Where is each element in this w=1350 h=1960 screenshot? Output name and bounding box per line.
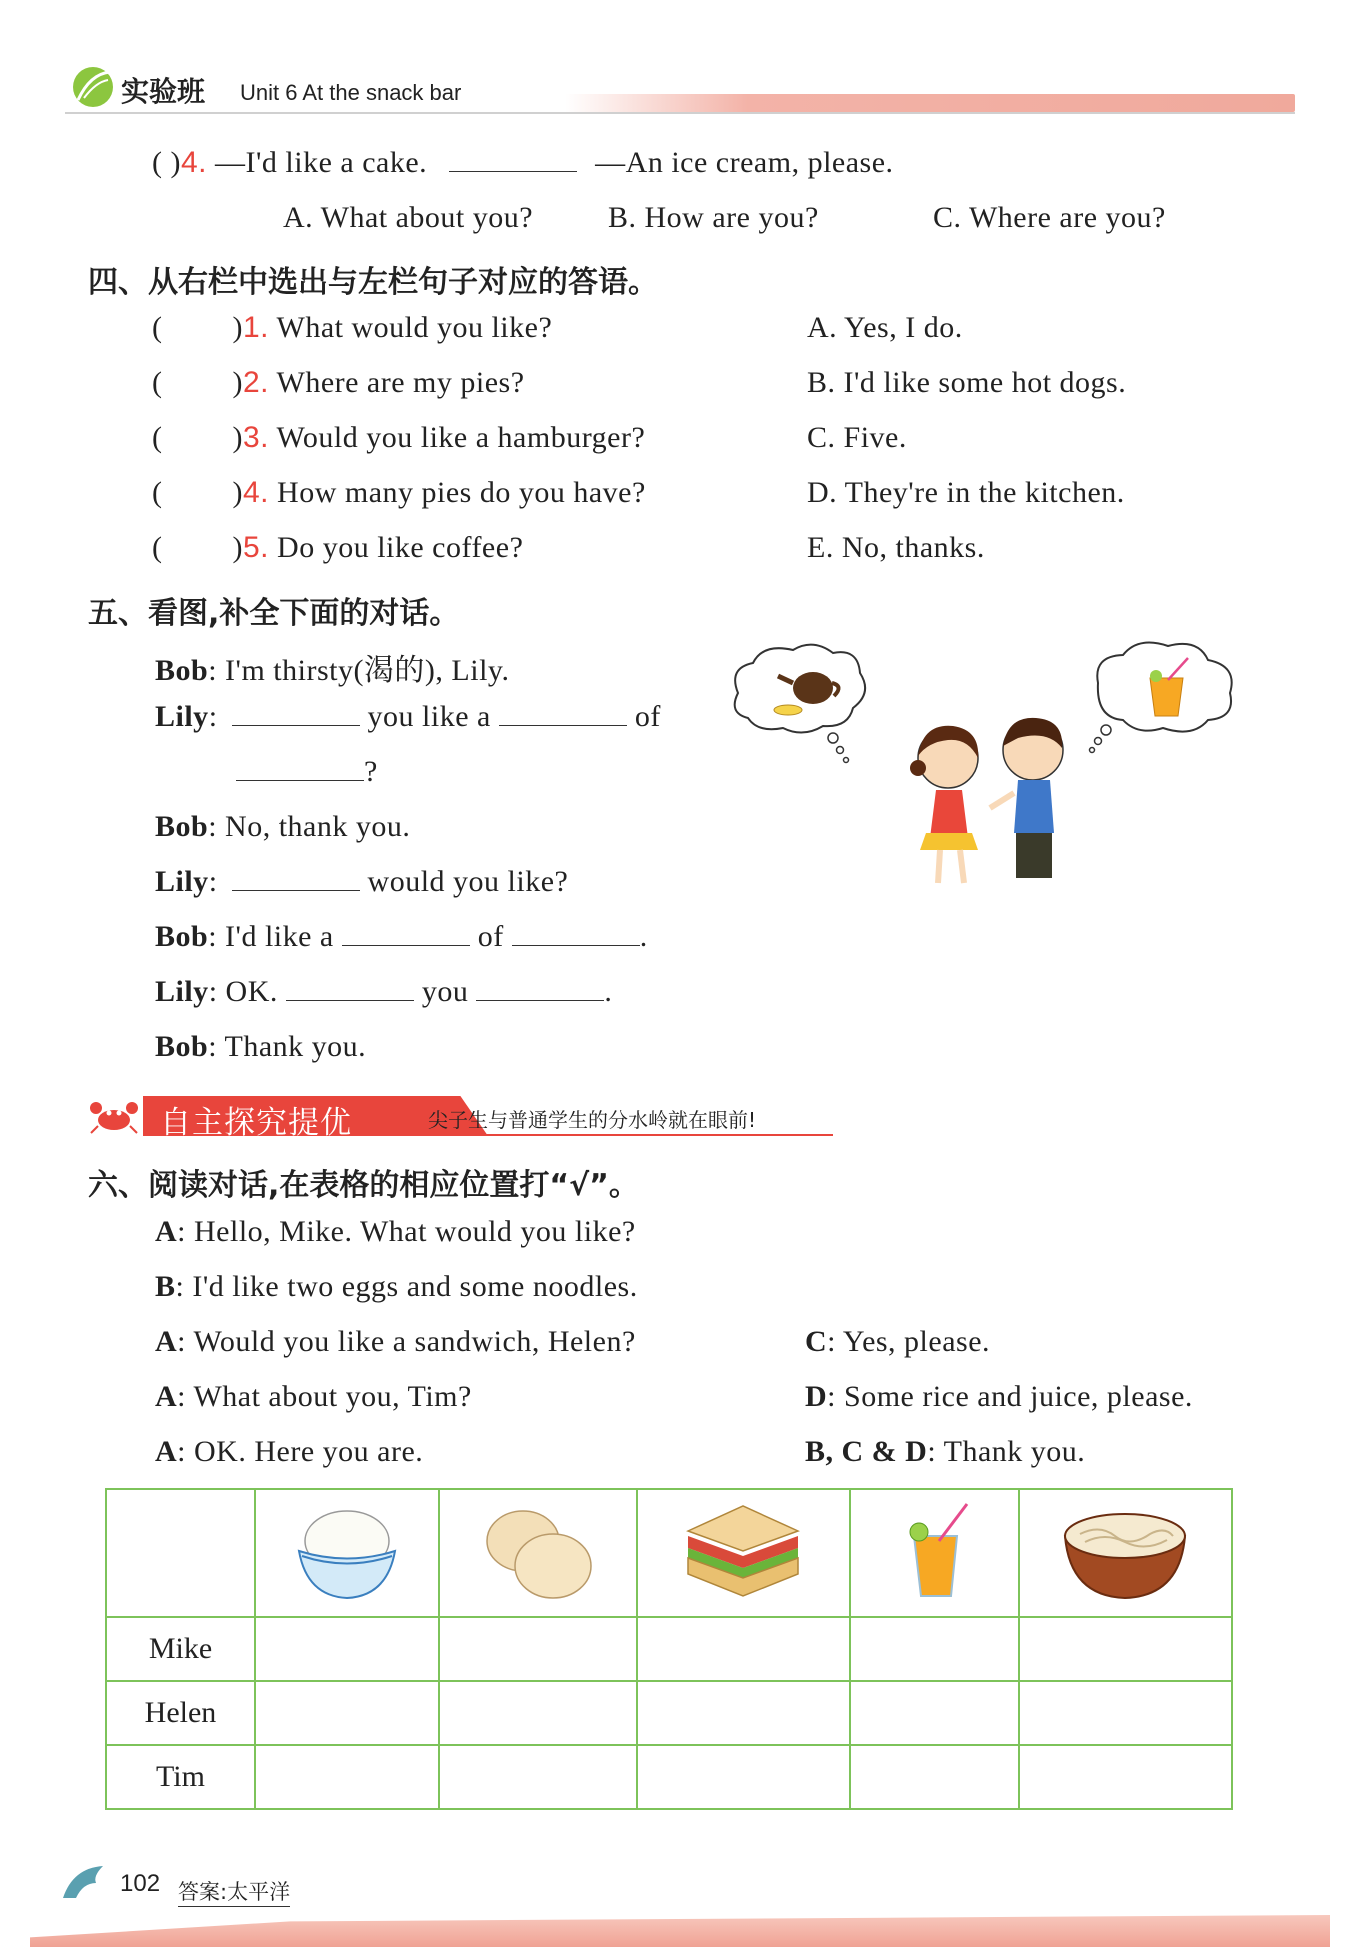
section4-right-a: A. Yes, I do. [807,311,963,344]
check-cell[interactable] [637,1617,850,1681]
dialog-line-1 [155,645,509,689]
banner-label: 自主探究提优 [160,1105,352,1141]
line-text: of [477,920,504,953]
answer-blank[interactable] [232,866,360,891]
option-a: A. What about you? [283,201,534,234]
item-number: 4. [180,146,208,179]
line-text: OK. Here you are. [194,1435,424,1468]
line-text: of [634,700,661,733]
left-sentence: Would you like a hamburger? [276,421,646,454]
question-mark: ? [364,755,378,788]
speaker-sep: : [208,654,218,687]
juice-icon [879,1496,989,1606]
section4-left-5: ( )5. Do you like coffee? [152,531,524,564]
line-text: you [421,975,469,1008]
answer-blank[interactable] [286,976,414,1001]
option-c: C. Where are you? [933,201,1166,234]
item-number: 2. [243,366,270,399]
reply-text: —An ice cream, please. [595,146,894,179]
line-text: No, thank you. [217,810,411,843]
section4-right-c: C. Five. [807,421,907,454]
brand-title: 实验班 [121,75,206,108]
check-cell[interactable] [439,1745,637,1809]
sandwich-icon [673,1496,813,1606]
item-number: 3. [243,421,270,454]
line-text: Some rice and juice, please. [844,1380,1193,1413]
speaker-sep: : [208,810,218,843]
line-text: would you like? [367,865,569,898]
check-cell[interactable] [255,1681,439,1745]
eggs-icon [473,1496,603,1606]
dialog-line-3 [236,755,378,789]
item-number: 4. [243,476,270,509]
dialog-line-8 [155,1030,366,1064]
read-right-1: C: Yes, please. [805,1325,991,1358]
banner-slogan: 尖子生与普通学生的分水岭就在眼前! [428,1108,757,1132]
page-number: 102 [120,1870,161,1897]
section6-title: 六、阅读对话,在表格的相应位置打“√”。 [88,1168,639,1203]
dialog-line-4 [155,810,410,844]
check-cell[interactable] [1019,1745,1232,1809]
answer-blank[interactable] [499,701,627,726]
speaker-sep: : [208,1030,218,1063]
girl-figure [910,726,978,883]
dialog-line-7 [155,975,612,1009]
option-b: B. How are you? [608,201,819,234]
line-text: Thank you. [943,1435,1086,1468]
table-header-row [106,1489,1232,1617]
section4-right-b: B. I'd like some hot dogs. [807,366,1127,399]
speaker: A [155,1325,178,1358]
speaker: Lily [155,700,209,733]
check-cell[interactable] [637,1681,850,1745]
answer-label: 答案:太平洋 [178,1876,290,1907]
speaker: C [805,1325,828,1358]
line-text: Yes, please. [842,1325,991,1358]
section4-left-1: ( )1. What would you like? [152,311,553,344]
section4-left-2: ( )2. Where are my pies? [152,366,525,399]
speaker: A [155,1215,178,1248]
header [65,60,1295,116]
read-line-1: A: Hello, Mike. What would you like? [155,1215,636,1248]
left-sentence: How many pies do you have? [277,476,646,509]
check-cell[interactable] [255,1745,439,1809]
check-cell[interactable] [850,1681,1019,1745]
juice-cell [850,1489,1019,1617]
answer-blank[interactable] [512,921,640,946]
speaker: Bob [155,920,209,953]
line-text: I'd like a [217,920,334,953]
speaker: B, C & D [805,1435,928,1468]
row-label-tim: Tim [106,1745,255,1809]
unit-title: Unit 6 At the snack bar [240,80,462,105]
speaker: Bob [155,654,209,687]
speaker: D [805,1380,828,1413]
speaker: Bob [155,810,209,843]
check-cell[interactable] [439,1617,637,1681]
header-stripe [565,94,1295,112]
section4-right-d: D. They're in the kitchen. [807,476,1125,509]
banner-underline [483,1134,833,1136]
check-cell[interactable] [637,1745,850,1809]
check-cell[interactable] [1019,1681,1232,1745]
check-cell[interactable] [1019,1617,1232,1681]
check-cell[interactable] [850,1617,1019,1681]
left-sentence: Where are my pies? [276,366,525,399]
table-row [106,1681,1232,1745]
answer-paren: ( ) [152,146,181,179]
eggs-cell [439,1489,637,1617]
sandwich-cell [637,1489,850,1617]
speaker: Lily [155,865,209,898]
line-text: . [639,920,648,953]
speaker: B [155,1270,176,1303]
check-cell[interactable] [850,1745,1019,1809]
line-text: OK. [217,975,278,1008]
line-text: I'd like two eggs and some noodles. [192,1270,638,1303]
section5-title: 五、看图,补全下面的对话。 [88,596,460,631]
speaker: A [155,1435,178,1468]
noodles-icon [1055,1496,1195,1606]
section4-right-e: E. No, thanks. [807,531,985,564]
item-number: 5. [243,531,270,564]
tea-thought-bubble [735,645,865,763]
section4-title: 四、从右栏中选出与左栏句子对应的答语。 [88,265,658,300]
line-text: Hello, Mike. What would you like? [194,1215,636,1248]
answer-blank[interactable] [342,921,470,946]
answer-blank[interactable] [449,147,577,172]
rice-cell [255,1489,439,1617]
section4-left-3: ( )3. Would you like a hamburger? [152,421,646,454]
speaker-sep: : [208,920,218,953]
read-right-2: D: Some rice and juice, please. [805,1380,1193,1413]
speaker-sep: : [208,975,218,1008]
answer-blank[interactable] [236,756,364,781]
line-text: Would you like a sandwich, Helen? [193,1325,636,1358]
section-banner [88,1094,833,1141]
kids-illustration [718,638,1248,898]
footer [0,1840,1350,1960]
line-text: . [604,975,613,1008]
read-line-2: B: I'd like two eggs and some noodles. [155,1270,638,1303]
dialog-line-2 [155,700,661,734]
juice-thought-bubble [1090,643,1232,753]
speaker-sep: : [208,865,218,898]
speaker-sep: : [208,700,218,733]
leaf-logo-icon [70,64,116,110]
line-text: What about you, Tim? [193,1380,472,1413]
item-number: 1. [243,311,270,344]
noodles-cell [1019,1489,1232,1617]
answer-blank[interactable] [232,701,360,726]
section4-left-4: ( )4. How many pies do you have? [152,476,646,509]
left-sentence: What would you like? [276,311,553,344]
rice-bowl-icon [287,1496,407,1606]
line-text: I'm thirsty(渴的), Lily. [217,654,510,687]
header-rule [65,112,1295,114]
read-right-3: B, C & D: Thank you. [805,1435,1086,1468]
q3-item-4 [152,146,894,180]
check-cell[interactable] [439,1681,637,1745]
speaker: Bob [155,1030,209,1063]
prompt-text: —I'd like a cake. [215,146,428,179]
speaker: Lily [155,975,209,1008]
row-label-mike: Mike [106,1617,255,1681]
left-sentence: Do you like coffee? [277,531,524,564]
dialog-line-5 [155,865,568,899]
food-table [105,1488,1233,1810]
dolphin-icon [58,1858,108,1908]
crab-icon [88,1096,140,1136]
table-row [106,1617,1232,1681]
check-cell[interactable] [255,1617,439,1681]
boy-figure [990,718,1063,878]
read-line-5: A: OK. Here you are. [155,1435,424,1468]
corner-cell [106,1489,255,1617]
line-text: you like a [367,700,491,733]
dialog-line-6 [155,920,648,954]
line-text: Thank you. [217,1030,367,1063]
speaker: A [155,1380,178,1413]
read-line-4: A: What about you, Tim? [155,1380,472,1413]
footer-stripe [30,1915,1330,1947]
row-label-helen: Helen [106,1681,255,1745]
table-row [106,1745,1232,1809]
answer-blank[interactable] [476,976,604,1001]
read-line-3: A: Would you like a sandwich, Helen? [155,1325,636,1358]
